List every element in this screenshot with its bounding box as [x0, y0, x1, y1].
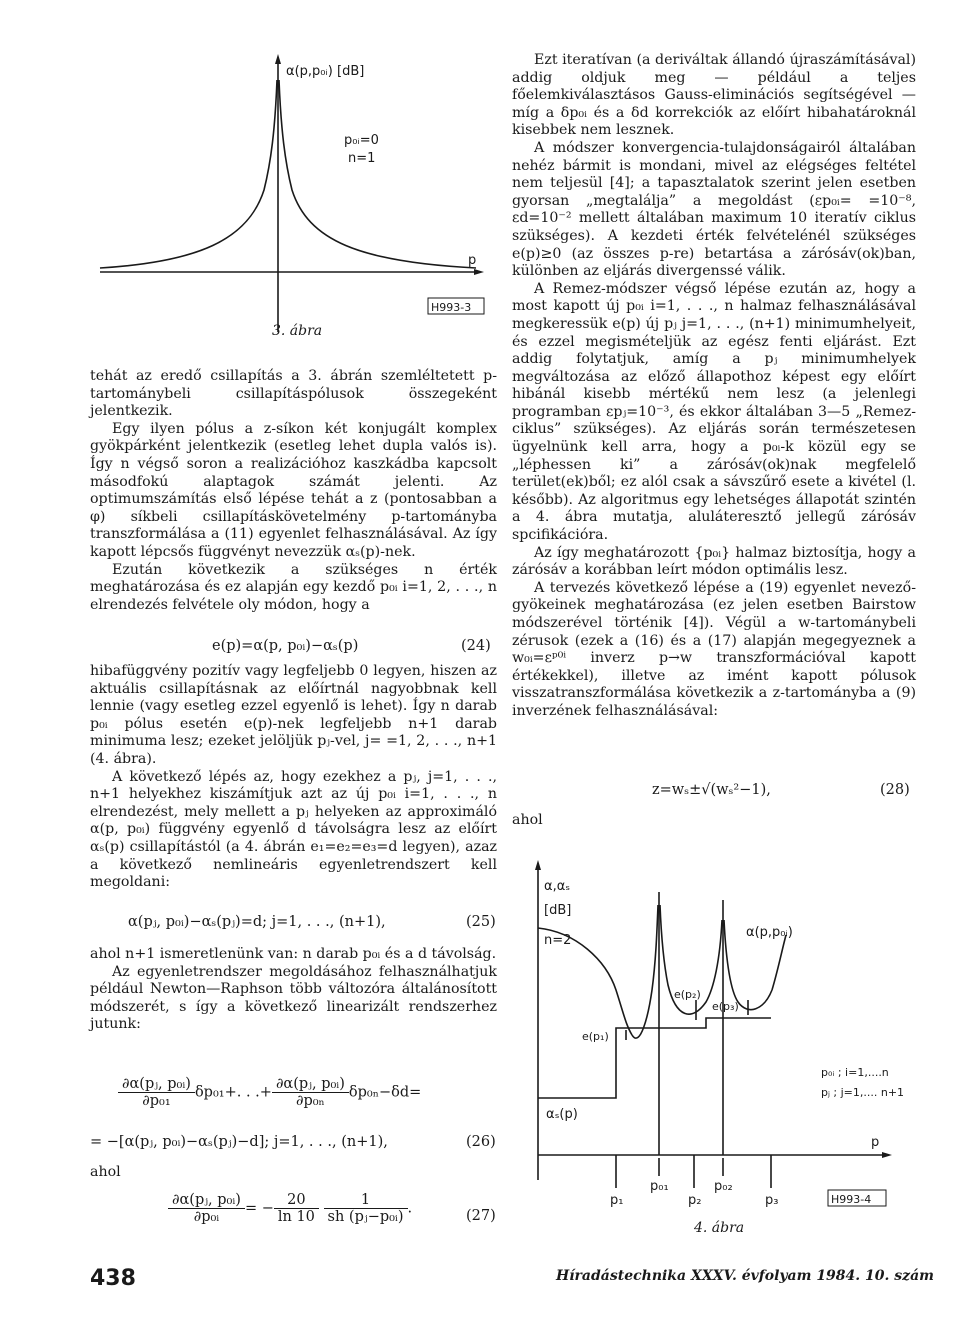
left-column-part3: [90, 946, 497, 1034]
page-number: 438: [90, 1266, 136, 1291]
figure-4: [516, 850, 916, 1235]
fig3-caption: 3. ábra: [272, 323, 323, 339]
right-para-4: Az így meghatározott {p₀ᵢ} halmaz biztosítja, hogy a zárósáv a korábban leírt módon optimális lesz.: [512, 544, 916, 579]
left-column-part1: [90, 368, 497, 614]
equation-26-line1: $\frac{\text{∂α(pⱼ, p₀ᵢ)}}{\text{∂p₀₁}}$ δp₀₁+. . .+ $\frac{\text{∂α(pⱼ, p₀ᵢ)}}{\text{∂p₀ₙ}}$ δp₀ₙ−δd=: [118, 1076, 421, 1109]
fig4-p02: p₀₂: [714, 1179, 733, 1194]
fig4-legend-2: pⱼ ; j=1,.... n+1: [821, 1086, 905, 1099]
fig4-xlabel: p: [871, 1135, 880, 1150]
left-para-5: A következő lépés az, hogy ezekhez a pⱼ, j=1, . . ., n+1 helyekhez kiszámítjuk azt az új p₀ᵢ i=1, . . ., n elrendezést, mely mellett a pⱼ helyeken az approximáló α(p, p₀ᵢ) függvény egyenlő d távolságra lesz az előírt αₛ(p) csillapítástól (a 4. ábrán e₁=e₂=e₃=d legyen), azaz a következő nemlineáris egyenletrendszert kell megoldani:: [90, 768, 497, 891]
fig4-e3: e(p₃): [712, 1000, 739, 1013]
fig3-ylabel: α(p,p₀ᵢ) [dB]: [286, 64, 365, 79]
equation-25-number: (25): [466, 914, 496, 930]
left-ahol: ahol: [90, 1164, 121, 1180]
equation-27-number: (27): [466, 1208, 496, 1224]
left-para-6: ahol n+1 ismeretlenünk van: n darab p₀ᵢ és a d távolság.: [90, 946, 497, 962]
fig4-tag: H993-4: [831, 1193, 872, 1206]
journal-footer: Híradástechnika XXXV. évfolyam 1984. 10. szám: [556, 1268, 934, 1284]
right-para-1: Ezt iteratívan (a deriváltak állandó újraszámításával) addig oldjuk meg — például a teljes főelemkiválasztásos Gauss-eliminációs segítségével — míg a δp₀ᵢ és a δd korrekciók az előírt hibahatároknál kisebbek nem lesznek.: [512, 52, 916, 139]
left-column-part2: [90, 663, 497, 892]
equation-26-number: (26): [466, 1134, 496, 1150]
fig4-ylabel-1: α,αₛ: [544, 879, 571, 894]
fig4-p3: p₃: [765, 1193, 779, 1208]
right-para-2: A módszer konvergencia-tulajdonságairól általában nehéz bármit is mondani, mivel az elégséges feltétel nem teljesül [4]; a tapasztalatok szerint jelen esetben gyorsan „megtalálja” a megoldást (εp₀ᵢ= =10⁻⁸, εd=10⁻² mellett általában maximum 10 iteratív ciklus szükséges). A kezdeti érték felvételénél szükséges e(p)≥0 (az összes p-re) betartása a zárósáv(ok)ban, különben az eljárás divergenssé válik.: [512, 139, 916, 280]
equation-24: e(p)=α(p, p₀ᵢ)−αₛ(p): [212, 638, 359, 654]
fig4-legend-1: p₀ᵢ ; i=1,....n: [821, 1066, 889, 1079]
right-ahol: ahol: [512, 812, 543, 828]
left-para-7: Az egyenletrendszer megoldásához felhasználhatjuk például Newton—Raphson több változóra általánosított módszerét, s így a következő linearizált rendszerhez jutunk:: [90, 963, 497, 1033]
left-para-1: tehát az eredő csillapítás a 3. ábrán szemléltetett p-tartománybeli csillapításpólusok összegeként jelentkezik.: [90, 368, 497, 420]
fig3-legend-1: p₀ᵢ=0: [344, 133, 379, 148]
equation-27: $\frac{\text{∂α(pⱼ, p₀ᵢ)}}{\text{∂p₀ᵢ}}$ = − $\frac{20}{\ln 10}$ $\frac{1}{\text{sh (pⱼ−p₀ᵢ)}}$ .: [168, 1192, 412, 1225]
left-para-2: Egy ilyen pólus a z-síkon két konjugált komplex gyökpárként jelentkezik (esetleg lehet dupla valós is). Így n végső soron a realizációhoz kaszkádba kapcsolt másodfokú alaptagok számát jelenti. Az optimumszámítás első lépése tehát a z (pontosabban a φ) síkbeli csillapításkövetelmény p-tartományba transzformálása a (11) egyenlet felhasználásával. Az így kapott lépcsős függvényt nevezzük αₛ(p)-nek.: [90, 420, 497, 560]
right-para-5: A tervezés következő lépése a (19) egyenlet nevező-gyökeinek meghatározása (ez jelen esetben Bairstow módszerével történik [4]). Végül a w-tartománybeli zérusok (ezek a (16) és a (17) alapján megegyeznek a w₀ᵢ=εᵖ⁰ⁱ inverz p→w transzformációval kapott értékekkel), illetve az imént kapott pólusok visszatranszformálása következik a z-tartományba a (9) inverzének felhasználásával:: [512, 579, 916, 719]
fig4-p1: p₁: [610, 1193, 624, 1208]
right-para-3: A Remez-módszer végső lépése ezután az, hogy a most kapott új p₀ᵢ i=1, . . ., n halmaz felhasználásával megkeressük e(p) új pⱼ j=1, . . ., (n+1) minimumhelyeit, és ezzel megismételjük az egész fenti eljárást. Ezt addig folytatjuk, amíg a pⱼ minimumhelyek megváltozása az előző állapothoz képest egy előírt hibánál kisebb mértékű nem lesz (a jelenlegi programban εpⱼ=10⁻³, és ekkor általában 3—5 „Remez-ciklus” szükséges). Az eljárás során természetesen ügyelnünk kell arra, hogy a p₀ᵢ-k közül egy se „léphessen ki” a zárósáv(ok)nak megfelelő terület(ek)ből; ez alól csak a sávszűrő esete a kivétel (l. később). Az algoritmus egy lehetséges állapotát szintén a 4. ábra mutatja, aluláteresztő jellegű zárósáv spcifikációra.: [512, 280, 916, 544]
fig4-e1: e(p₁): [582, 1030, 609, 1043]
fig4-caption: 4. ábra: [694, 1220, 745, 1236]
left-para-3: Ezután következik a szükséges n érték meghatározása és ez alapján egy kezdő p₀ᵢ i=1, 2, . . ., n elrendezés felvétele oly módon, hogy a: [90, 561, 497, 613]
fig4-e2: e(p₂): [674, 988, 701, 1001]
equation-26-line2: = −[α(pⱼ, p₀ᵢ)−αₛ(pⱼ)−d]; j=1, . . ., (n+1),: [90, 1134, 388, 1150]
fig3-xlabel: p: [468, 253, 477, 268]
left-para-4: hibafüggvény pozitív vagy legfeljebb 0 legyen, hiszen az aktuális csillapításnak az előírtnál nagyobbnak kell lennie (vagy esetleg ezzel egyenlő is lehet). Így n darab p₀ᵢ pólus esetén e(p)-nek legfeljebb n+1 darab minimuma lesz; ezeket jelöljük pⱼ-vel, j= =1, 2, . . ., n+1 (4. ábra).: [90, 663, 497, 767]
figure-3: [88, 40, 498, 345]
equation-25: α(pⱼ, p₀ᵢ)−αₛ(pⱼ)=d; j=1, . . ., (n+1),: [128, 914, 386, 930]
equation-28: z=wₛ±√(wₛ²−1),: [652, 782, 771, 798]
right-column: [512, 52, 916, 721]
equation-24-number: (24): [461, 638, 491, 654]
equation-28-number: (28): [880, 782, 910, 798]
fig4-ylabel-3: n=2: [544, 933, 572, 948]
fig4-p01: p₀₁: [650, 1179, 669, 1194]
fig4-p2: p₂: [688, 1193, 702, 1208]
fig3-legend-2: n=1: [348, 151, 376, 166]
fig4-curve-alpha: α(p,p₀ᵢ): [746, 925, 793, 940]
fig3-tag: H993-3: [431, 301, 472, 314]
fig4-curve-alphas: αₛ(p): [546, 1107, 578, 1122]
fig4-ylabel-2: [dB]: [544, 903, 572, 918]
